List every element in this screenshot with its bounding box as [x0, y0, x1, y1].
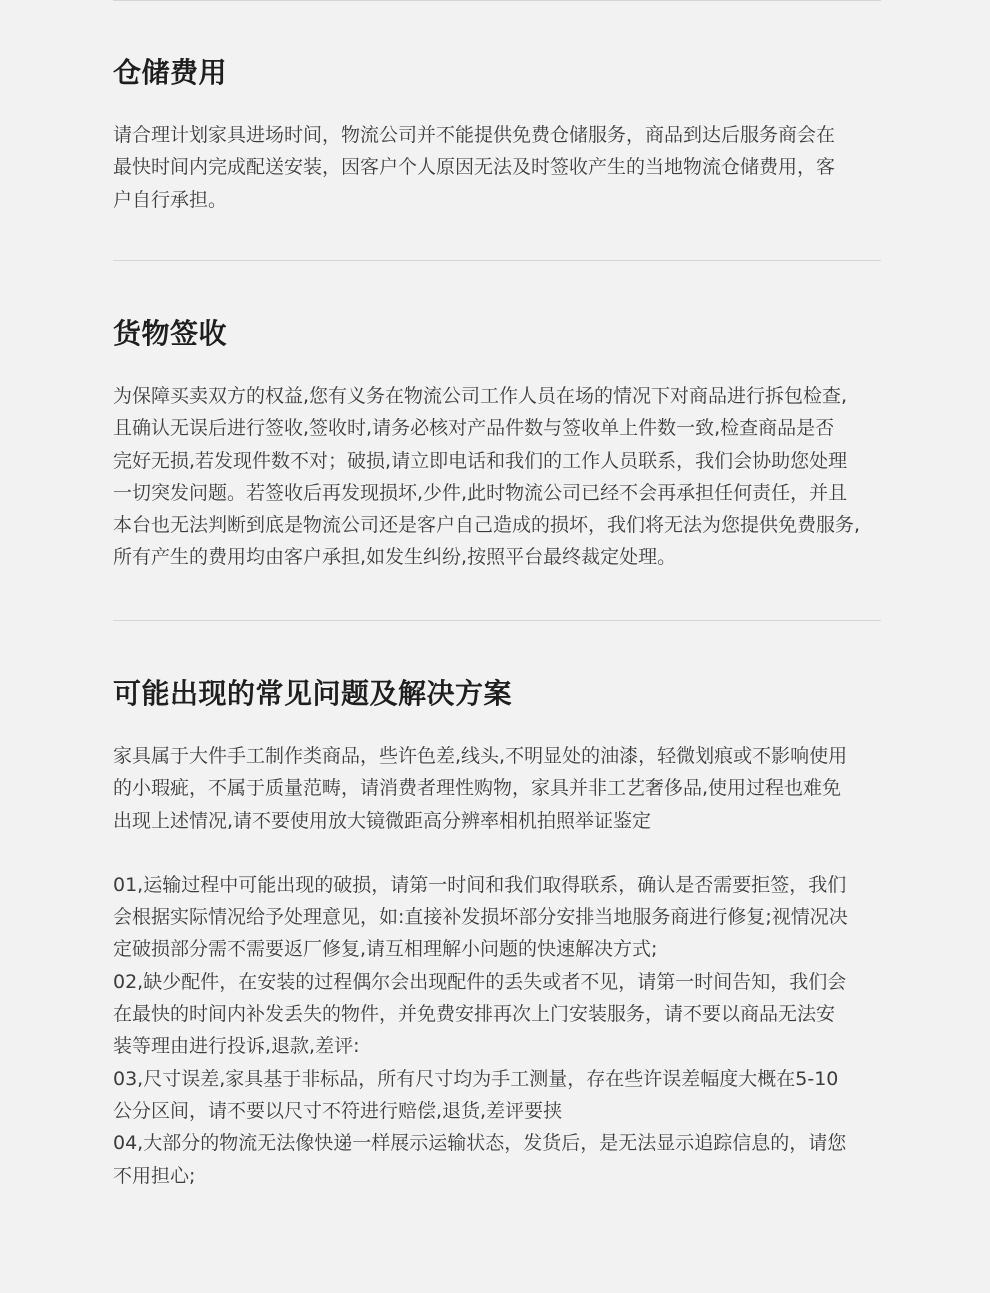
common-issues-list [113, 869, 903, 1192]
text-line: 请合理计划家具进场时间，物流公司并不能提供免费仓储服务，商品到达后服务商会在 [113, 124, 836, 146]
goods-receipt-title: 货物签收 [113, 317, 228, 350]
text-line: 本台也无法判断到底是物流公司还是客户自己造成的损坏，我们将无法为您提供免费服务, [113, 514, 861, 537]
text-line: 最快时间内完成配送安装，因客户个人原因无法及时签收产生的当地物流仓储费用，客 [113, 156, 836, 179]
common-issues-section [113, 676, 903, 1192]
section-divider [113, 260, 881, 261]
common-issues-intro [113, 740, 903, 837]
list-item-line: 会根据实际情况给予处理意见，如:直接补发损坏部分安排当地服务商进行修复;视情况决 [113, 906, 848, 929]
text-line: 家具属于大件手工制作类商品，些许色差,线头,不明显处的油漆，轻微划痕或不影响使用 [113, 745, 848, 767]
top-divider [113, 0, 881, 1]
list-item-line: 01,运输过程中可能出现的破损，请第一时间和我们取得联系，确认是否需要拒签，我们 [113, 873, 847, 896]
text-line: 完好无损,若发现件数不对；破损,请立即电话和我们的工作人员联系，我们会协助您处理 [113, 449, 848, 472]
list-item-line: 02,缺少配件，在安装的过程偶尔会出现配件的丢失或者不见，请第一时间告知，我们会 [113, 970, 847, 993]
list-item-line: 03,尺寸误差,家具基于非标品，所有尺寸均为手工测量，存在些许误差幅度大概在5-10 [113, 1067, 839, 1090]
list-item-line: 在最快的时间内补发丢失的物件，并免费安排再次上门安装服务，请不要以商品无法安 [113, 1003, 836, 1026]
text-line: 出现上述情况,请不要使用放大镜微距高分辨率相机拍照举证鉴定 [113, 809, 652, 832]
section-divider [113, 620, 881, 621]
text-line: 一切突发问题。若签收后再发现损坏,少件,此时物流公司已经不会再承担任何责任，并且 [113, 481, 848, 504]
list-item-line: 04,大部分的物流无法像快递一样展示运输状态，发货后，是无法显示追踪信息的，请您 [113, 1132, 847, 1155]
list-item-line: 装等理由进行投诉,退款,差评: [113, 1035, 360, 1058]
text-line: 户自行承担。 [113, 188, 228, 211]
common-issues-title: 可能出现的常见问题及解决方案 [113, 677, 513, 710]
storage-fee-text [113, 119, 903, 216]
list-item-line: 不用担心; [113, 1164, 196, 1187]
text-line: 且确认无误后进行签收,签收时,请务必核对产品件数与签收单上件数一致,检查商品是否 [113, 417, 835, 440]
storage-fee-section [113, 55, 903, 216]
text-line: 的小瑕疵，不属于质量范畴，请消费者理性购物，家具并非工艺奢侈品,使用过程也难免 [113, 777, 842, 800]
text-line: 为保障买卖双方的权益,您有义务在物流公司工作人员在场的情况下对商品进行拆包检查, [113, 385, 848, 407]
list-item-line: 公分区间，请不要以尺寸不符进行赔偿,退货,差评要挟 [113, 1099, 563, 1122]
list-item-line: 定破损部分需不需要返厂修复,请互相理解小问题的快速解决方式; [113, 938, 658, 961]
text-line: 所有产生的费用均由客户承担,如发生纠纷,按照平台最终裁定处理。 [113, 546, 677, 569]
storage-fee-title: 仓储费用 [113, 56, 228, 89]
goods-receipt-section [113, 316, 903, 574]
goods-receipt-text [113, 380, 903, 574]
